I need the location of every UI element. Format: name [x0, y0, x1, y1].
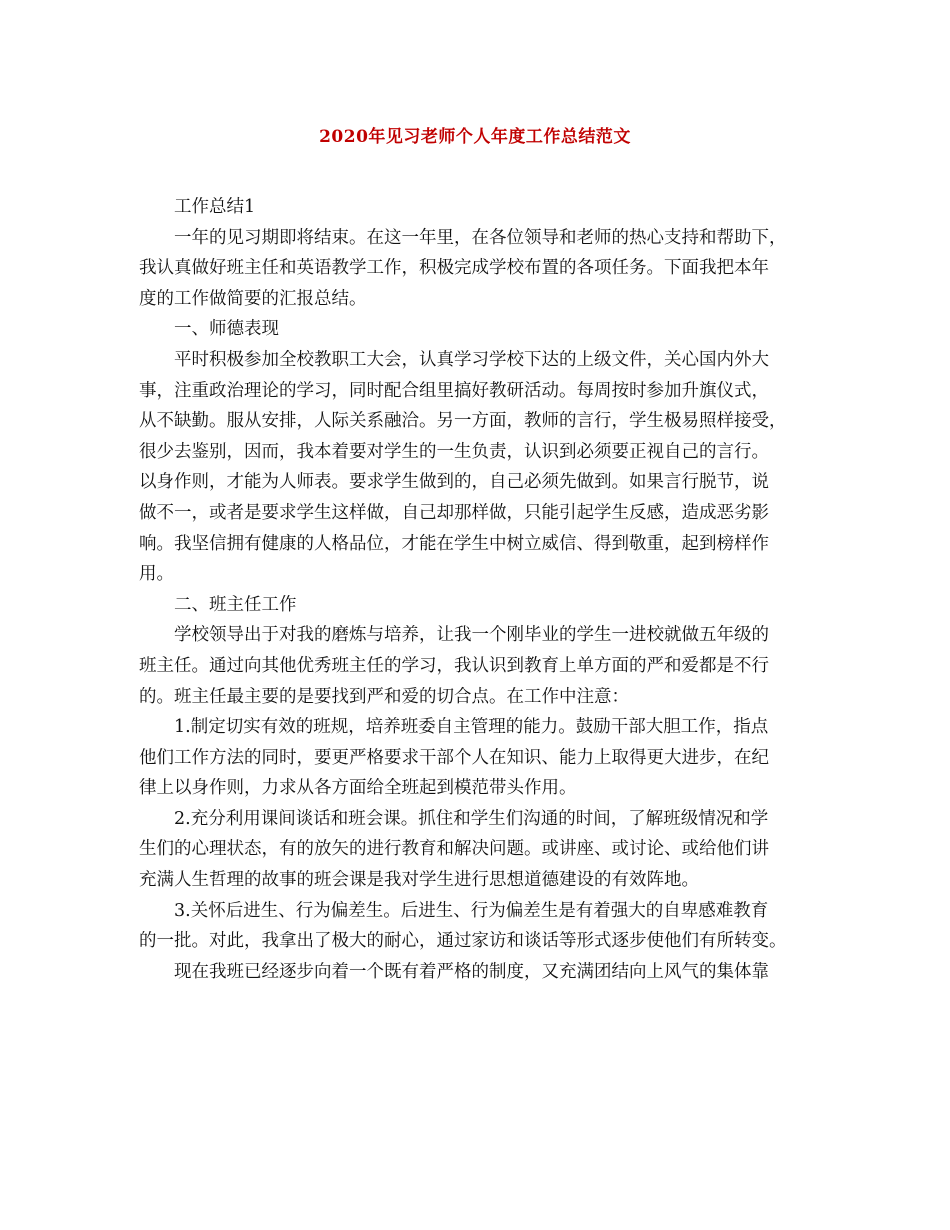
text-line: 的一批。对此，我拿出了极大的耐心，通过家访和谈话等形式逐步使他们有所转变。	[139, 931, 787, 952]
text-line: 的。班主任最主要的是要找到严和爱的切合点。在工作中注意：	[139, 686, 629, 707]
text-line: 充满人生哲理的故事的班会课是我对学生进行思想道德建设的有效阵地。	[139, 870, 699, 891]
text-line: 班主任。通过向其他优秀班主任的学习，我认识到教育上单方面的严和爱都是不行	[139, 655, 769, 676]
text-line: 工作总结1	[174, 197, 256, 217]
document-body	[139, 192, 829, 987]
text-line: 一年的见习期即将结束。在这一年里，在各位领导和老师的热心支持和帮助下，	[174, 227, 787, 248]
text-line: 事，注重政治理论的学习，同时配合组里搞好教研活动。每周按时参加升旗仪式，	[139, 380, 769, 401]
text-line: 3.关怀后进生、行为偏差生。后进生、行为偏差生是有着强大的自卑感难教育	[174, 900, 769, 921]
text-line: 度的工作做简要的汇报总结。	[139, 288, 367, 309]
text-line: 二、班主任工作	[174, 594, 297, 615]
text-line: 一、师德表现	[174, 319, 279, 340]
text-line: 律上以身作则，力求从各方面给全班起到模范带头作用。	[139, 778, 577, 799]
text-line: 做不一，或者是要求学生这样做，自己却那样做，只能引起学生反感，造成恶劣影	[139, 502, 769, 523]
text-line: 学校领导出于对我的磨炼与培养，让我一个刚毕业的学生一进校就做五年级的	[174, 625, 769, 646]
text-line: 从不缺勤。服从安排，人际关系融洽。另一方面，教师的言行，学生极易照样接受，	[139, 411, 787, 432]
text-line: 以身作则，才能为人师表。要求学生做到的，自己必须先做到。如果言行脱节，说	[139, 472, 769, 493]
text-line: 很少去鉴别，因而，我本着要对学生的一生负责，认识到必须要正视自己的言行。	[139, 441, 769, 462]
text-line: 响。我坚信拥有健康的人格品位，才能在学生中树立威信、得到敬重，起到榜样作	[139, 533, 769, 554]
text-line: 现在我班已经逐步向着一个既有着严格的制度，又充满团结向上风气的集体靠	[174, 961, 769, 982]
text-line: 我认真做好班主任和英语教学工作，积极完成学校布置的各项任务。下面我把本年	[139, 258, 769, 279]
text-line: 用。	[139, 564, 174, 585]
text-line: 平时积极参加全校教职工大会，认真学习学校下达的上级文件，关心国内外大	[174, 349, 769, 370]
document-title: 2020年见习老师个人年度工作总结范文	[319, 127, 631, 147]
text-line: 1.制定切实有效的班规，培养班委自主管理的能力。鼓励干部大胆工作，指点	[174, 717, 769, 738]
text-line: 他们工作方法的同时，要更严格要求干部个人在知识、能力上取得更大进步，在纪	[139, 747, 769, 768]
text-line: 生们的心理状态，有的放矢的进行教育和解决问题。或讲座、或讨论、或给他们讲	[139, 839, 769, 860]
text-line: 2.充分利用课间谈话和班会课。抓住和学生们沟通的时间，了解班级情况和学	[174, 808, 769, 829]
